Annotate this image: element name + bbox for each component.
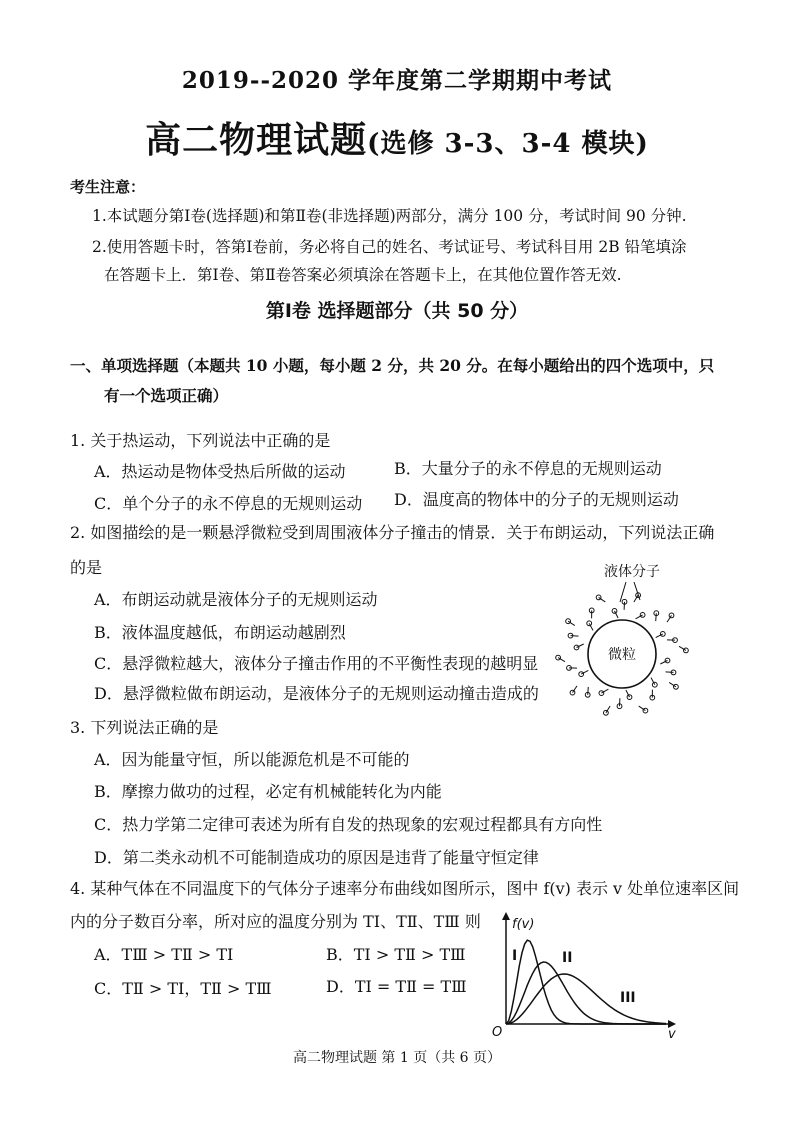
subject-title-module: (选修 3-3、3-4 模块) (367, 129, 649, 159)
speed-distribution-graph (482, 910, 692, 1040)
liquid-molecule-label: 液体分子 (604, 564, 660, 580)
q4-option-d: D．TⅠ = TⅡ = TⅢ (326, 977, 467, 996)
part-heading-b: 有一个选项正确） (104, 386, 229, 405)
notice-item-1: 1.本试题分第Ⅰ卷(选择题)和第Ⅱ卷(非选择题)两部分，满分 100 分，考试时间 90 分钟. (92, 207, 687, 225)
notice-heading: 考生注意： (70, 178, 146, 196)
x-axis-label: v (668, 1027, 676, 1040)
q3-option-a: A．因为能量守恒，所以能源危机是不可能的 (94, 750, 410, 769)
curve-iii (506, 974, 666, 1024)
q4-option-b: B．TⅠ > TⅡ > TⅢ (326, 945, 466, 964)
q1-option-c: C．单个分子的永不停息的无规则运动 (94, 494, 363, 513)
q2-option-b: B．液体温度越低，布朗运动越剧烈 (94, 623, 346, 642)
molecule-motion-arrow (588, 687, 589, 695)
notice-item-2a: 2.使用答题卡时，答第Ⅰ卷前，务必将自己的姓名、考试证号、考试科目用 2B 铅笔填涂 (92, 238, 687, 256)
section-title: 第Ⅰ卷 选择题部分（共 50 分） (265, 300, 529, 322)
q3-option-d: D．第二类永动机不可能制造成功的原因是违背了能量守恒定律 (94, 848, 539, 867)
molecule-motion-arrow (666, 672, 674, 673)
q2-option-c: C．悬浮微粒越大，液体分子撞击作用的不平衡性表现的越明显 (94, 654, 539, 673)
curve-ii-label: II (562, 950, 573, 966)
q4-stem-b: 内的分子数百分率，所对应的温度分别为 TⅠ、TⅡ、TⅢ 则 (70, 912, 481, 931)
q1-stem: 1. 关于热运动，下列说法中正确的是 (70, 431, 331, 450)
liquid-molecule (684, 648, 689, 653)
liquid-molecule (604, 710, 609, 715)
particle-label: 微粒 (608, 647, 636, 663)
y-axis-label: f(v) (512, 917, 535, 932)
page-footer: 高二物理试题 第 1 页（共 6 页） (292, 1050, 502, 1066)
liquid-molecule (579, 672, 584, 677)
q1-option-d: D．温度高的物体中的分子的无规则运动 (394, 490, 679, 509)
notice-item-2b: 在答题卡上．第Ⅰ卷、第Ⅱ卷答案必须填涂在答题卡上，在其他位置作答无效. (104, 266, 622, 284)
q2-option-d: D．悬浮微粒做布朗运动，是液体分子的无规则运动撞击造成的 (94, 684, 539, 703)
subject-title-main: 高二物理试题 (145, 119, 368, 161)
subject-title (0, 112, 794, 163)
molecule-motion-arrow (656, 613, 657, 621)
part-heading-a: 一、单项选择题（本题共 10 小题，每小题 2 分，共 20 分。在每小题给出的四个选项中，只 (70, 356, 715, 375)
curve-i (506, 940, 666, 1024)
q2-option-a: A．布朗运动就是液体分子的无规则运动 (94, 590, 378, 609)
q4-stem-a: 4. 某种气体在不同温度下的气体分子速率分布曲线如图所示，图中 f(v) 表示 v 处单位速率区间 (70, 879, 740, 898)
q2-stem-a: 2. 如图描绘的是一颗悬浮微粒受到周围液体分子撞击的情景．关于布朗运动，下列说法正确 (70, 523, 715, 542)
curve-i-label: I (512, 948, 518, 964)
curve-ii (506, 962, 666, 1024)
exam-title: 2019--2020 学年度第二学期期中考试 (181, 67, 613, 94)
q3-stem: 3. 下列说法正确的是 (70, 718, 219, 737)
q4-option-c: C．TⅡ > TⅠ，TⅡ > TⅢ (94, 979, 272, 998)
q3-option-b: B．摩擦力做功的过程，必定有机械能转化为内能 (94, 782, 442, 801)
q1-option-a: A．热运动是物体受热后所做的运动 (94, 462, 346, 481)
molecule-motion-arrow (571, 636, 579, 637)
brownian-figure (540, 556, 710, 716)
origin-label: O (492, 1025, 503, 1040)
y-axis-arrow (502, 912, 510, 920)
q2-stem-b: 的是 (70, 558, 103, 577)
q3-option-c: C．热力学第二定律可表述为所有自发的热现象的宏观过程都具有方向性 (94, 815, 603, 834)
curve-iii-label: III (620, 990, 636, 1006)
liquid-molecule (660, 632, 665, 637)
liquid-molecule (556, 655, 561, 660)
q4-option-a: A．TⅢ > TⅡ > TⅠ (94, 945, 234, 964)
q1-option-b: B．大量分子的永不停息的无规则运动 (394, 459, 662, 478)
